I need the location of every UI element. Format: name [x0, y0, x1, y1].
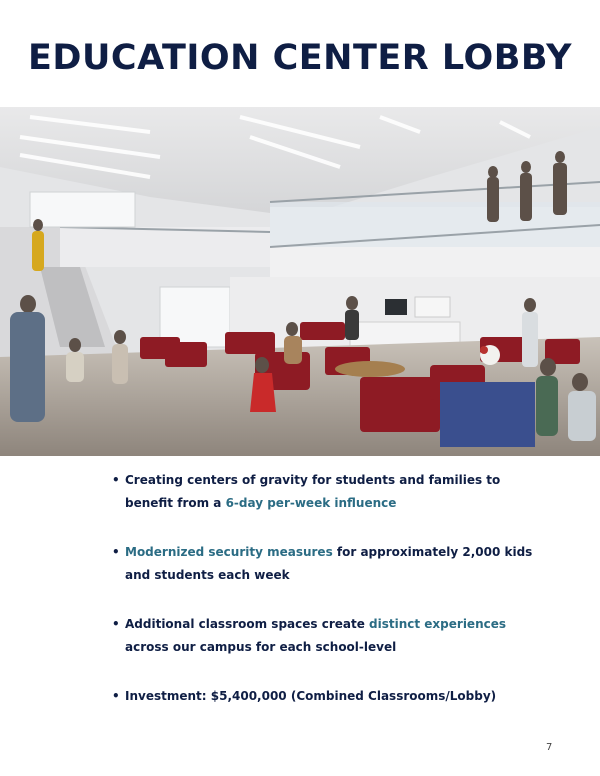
- list-item: [112, 469, 542, 515]
- bullet-text: Investment: $5,400,000 (Combined Classrooms/Lobby): [125, 689, 497, 703]
- list-item: [112, 685, 542, 708]
- bullet-highlight: distinct experiences: [369, 617, 507, 631]
- bullet-highlight: Modernized security measures: [125, 545, 333, 559]
- bullet-text-after: for approximately 2,000 kids and students each week: [125, 545, 533, 582]
- bullet-text-after: across our campus for each school-level: [125, 640, 397, 654]
- list-item: [112, 613, 542, 659]
- page-number: 7: [546, 742, 553, 753]
- bullet-highlight: 6-day per-week influence: [225, 496, 397, 510]
- bullet-text: Creating centers of gravity for students and families to benefit from a: [125, 473, 501, 510]
- list-item: [112, 541, 542, 587]
- bullet-list: [112, 469, 542, 708]
- page-title: EDUCATION CENTER LOBBY: [28, 38, 572, 78]
- bullet-text: Additional classroom spaces create: [125, 617, 370, 631]
- lobby-rendering-image: [0, 107, 600, 456]
